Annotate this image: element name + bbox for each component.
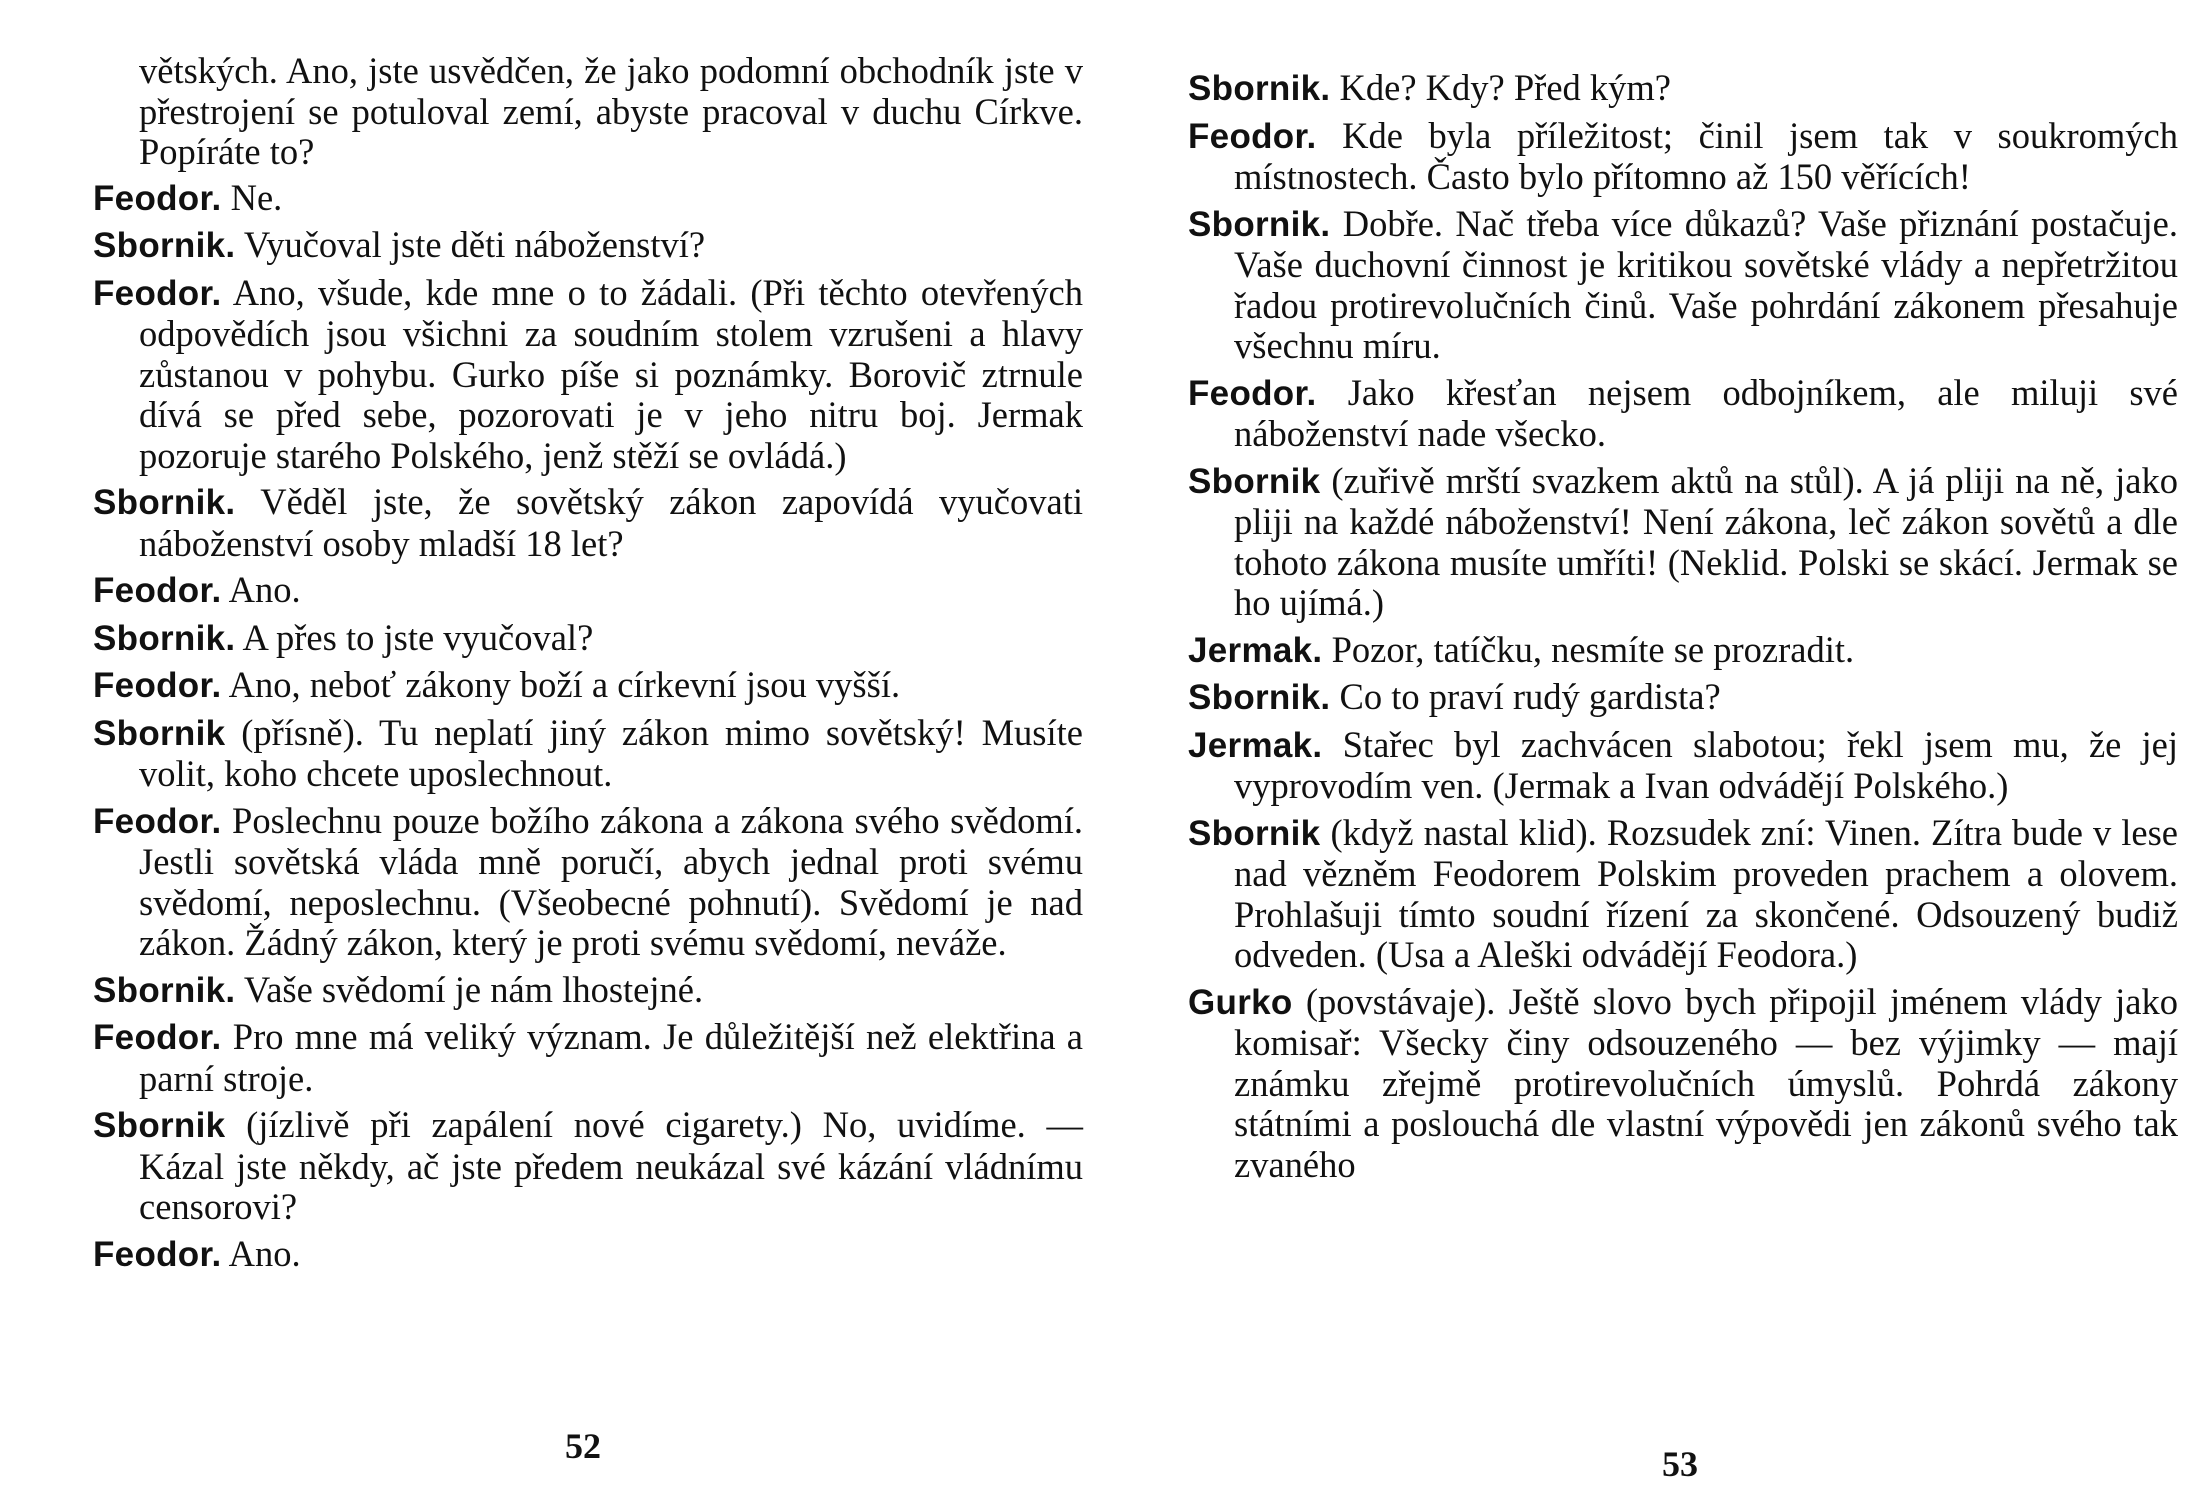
speech-text: Ano. — [228, 569, 301, 610]
continuation-paragraph: větských. Ano, jste usvědčen, že jako podomní obchodník jste v přestrojení se potuloval zemí, abyste pracoval v duchu Církve. Popíráte to? — [139, 50, 1083, 172]
dialogue-entry — [1188, 116, 2178, 198]
left-text-column — [93, 51, 1083, 1281]
speaker-name: Sbornik. — [93, 483, 236, 522]
dialogue-entry — [93, 1017, 1083, 1099]
dialogue-entry — [93, 970, 1083, 1012]
dialogue-entry — [93, 482, 1083, 564]
speech-text: Ano, všude, kde mne o to žádali. (Při těchto otevřených odpovědích jsou všichni za soudním stolem vzrušeni a hlavy zůstanou v pohybu. Gurko píše si poznámky. Borovič ztrnule dívá se před sebe, pozorovati je v jeho nitru boj. Jermak pozoruje starého Polského, jenž stěží se ovládá.) — [139, 271, 1083, 476]
dialogue-entry — [1188, 373, 2178, 455]
dialogue-entry — [1188, 461, 2178, 624]
dialogue-entry — [93, 665, 1083, 707]
speaker-name: Jermak. — [1188, 630, 1323, 670]
speaker-name: Sbornik — [93, 1106, 226, 1145]
speech-text: Pro mne má veliký význam. Je důležitější než elektřina a parní stroje. — [139, 1016, 1084, 1099]
dialogue-entry — [93, 570, 1083, 612]
page-number: 53 — [1662, 1444, 1698, 1484]
dialogue-entry — [1188, 677, 2178, 719]
speaker-name: Feodor. — [1188, 373, 1317, 413]
speech-text: (zuřivě mrští svazkem aktů na stůl). A já pliji na ně, jako pliji na každé náboženství! Není zákona, leč zákon sovětů a dle tohoto zákona musíte umříti! (Neklid. Polski se skácí. Jermak se ho ujímá.) — [1234, 459, 2179, 623]
dialogue-entry — [93, 225, 1083, 267]
speaker-name: Jermak. — [1188, 725, 1323, 765]
speaker-name: Feodor. — [93, 801, 222, 841]
speaker-name: Feodor. — [93, 571, 222, 610]
speech-text: Poslechnu pouze božího zákona a zákona svého svědomí. Jestli sovětská vláda mně poručí, abych jednal proti svému svědomí, neposlechnu. (Všeobecné pohnutí). Svědomí je nad zákon. Žádný zákon, který je proti svému svědomí, neváže. — [139, 799, 1083, 963]
speaker-name: Sbornik. — [93, 226, 236, 265]
speech-text: (když nastal klid). Rozsudek zní: Vinen. Zítra bude v lese nad vězněm Feodorem Polskim proveden prachem a olovem. Prohlašuji tímto soudní řízení za skončené. Odsouzený budiž odveden. (Usa a Aleški odvádějí Feodora.) — [1234, 811, 2179, 975]
speaker-name: Sbornik — [1188, 813, 1321, 853]
speaker-name: Sbornik. — [1188, 69, 1331, 108]
speaker-name: Sbornik. — [93, 618, 236, 658]
speaker-name: Feodor. — [93, 178, 222, 218]
dialogue-entry — [93, 801, 1083, 964]
dialogue-entry — [1188, 204, 2178, 367]
dialogue-entry — [93, 1105, 1083, 1228]
speech-text: Dobře. Nač třeba více důkazů? Vaše přiznání postačuje. Vaše duchovní činnost je kritikou sovětské vlády a nepřetržitou řadou protirevolučních činů. Vaše pohrdání zákonem přesahuje všechnu míru. — [1234, 202, 2179, 366]
speech-text: Vyučoval jste děti náboženství? — [243, 224, 706, 265]
speaker-name: Feodor. — [93, 1234, 222, 1274]
dialogue-entry — [93, 713, 1083, 795]
right-page — [1105, 0, 2210, 1500]
page-number: 52 — [565, 1426, 601, 1466]
speech-text: Stařec byl zachvácen slabotou; řekl jsem mu, že jej vyprovodím ven. (Jermak a Ivan odvádějí Polského.) — [1234, 723, 2179, 806]
speaker-name: Sbornik. — [1188, 204, 1331, 244]
dialogue-entry — [1188, 68, 2178, 110]
dialogue-entry — [93, 178, 1083, 220]
right-text-column — [1188, 68, 2178, 1191]
speech-text: (přísně). Tu neplatí jiný zákon mimo sovětský! Musíte volit, koho chcete uposlechnout. — [139, 711, 1083, 794]
speaker-name: Sbornik. — [1188, 678, 1331, 717]
dialogue-entry — [93, 1234, 1083, 1276]
dialogue-entry — [93, 273, 1083, 477]
speech-text: Ano. — [228, 1232, 301, 1274]
speech-text: (jízlivě při zapálení nové cigarety.) No, uvidíme. — Kázal jste někdy, ač jste předem neukázal své kázání vládnímu censorovi? — [139, 1104, 1083, 1227]
speech-text: (povstávaje). Ještě slovo bych připojil jménem vlády jako komisař: Všecky činy odsouzeného — bez výjimky — mají známku zřejmě protirevolučních úmyslů. Pohrdá zákony státními a poslouchá dle vlastní výpovědi jen zákonů svého tak zvaného — [1234, 980, 2179, 1185]
speech-text: Co to praví rudý gardista? — [1339, 676, 1721, 717]
speaker-name: Feodor. — [1188, 116, 1317, 156]
speaker-name: Feodor. — [93, 273, 222, 313]
speaker-name: Sbornik. — [93, 970, 236, 1010]
dialogue-entry — [1188, 725, 2178, 807]
speaker-name: Feodor. — [93, 666, 222, 705]
speaker-name: Sbornik — [1188, 461, 1321, 501]
dialogue-entry — [1188, 982, 2178, 1186]
speech-text: A přes to jste vyučoval? — [242, 616, 594, 658]
speech-text: Vaše svědomí je nám lhostejné. — [243, 968, 704, 1010]
speech-text: Ne. — [230, 176, 283, 218]
speaker-name: Gurko — [1188, 982, 1293, 1022]
speech-text: Ano, neboť zákony boží a církevní jsou vyšší. — [228, 664, 901, 705]
speaker-name: Feodor. — [93, 1018, 222, 1057]
speech-text: Kde byla příležitost; činil jsem tak v soukromých místnostech. Často bylo přítomno až 150 věřících! — [1234, 114, 2179, 197]
speech-text: Pozor, tatíčku, nesmíte se prozradit. — [1331, 628, 1855, 670]
dialogue-entry — [1188, 813, 2178, 976]
dialogue-entry — [1188, 630, 2178, 672]
dialogue-entry — [93, 618, 1083, 660]
speech-text: Jako křesťan nejsem odbojníkem, ale miluji své náboženství nade všecko. — [1234, 371, 2179, 454]
speaker-name: Sbornik — [93, 713, 226, 753]
speech-text: Kde? Kdy? Před kým? — [1339, 67, 1671, 108]
speech-text: Věděl jste, že sovětský zákon zapovídá vyučovati náboženství osoby mladší 18 let? — [139, 481, 1083, 564]
